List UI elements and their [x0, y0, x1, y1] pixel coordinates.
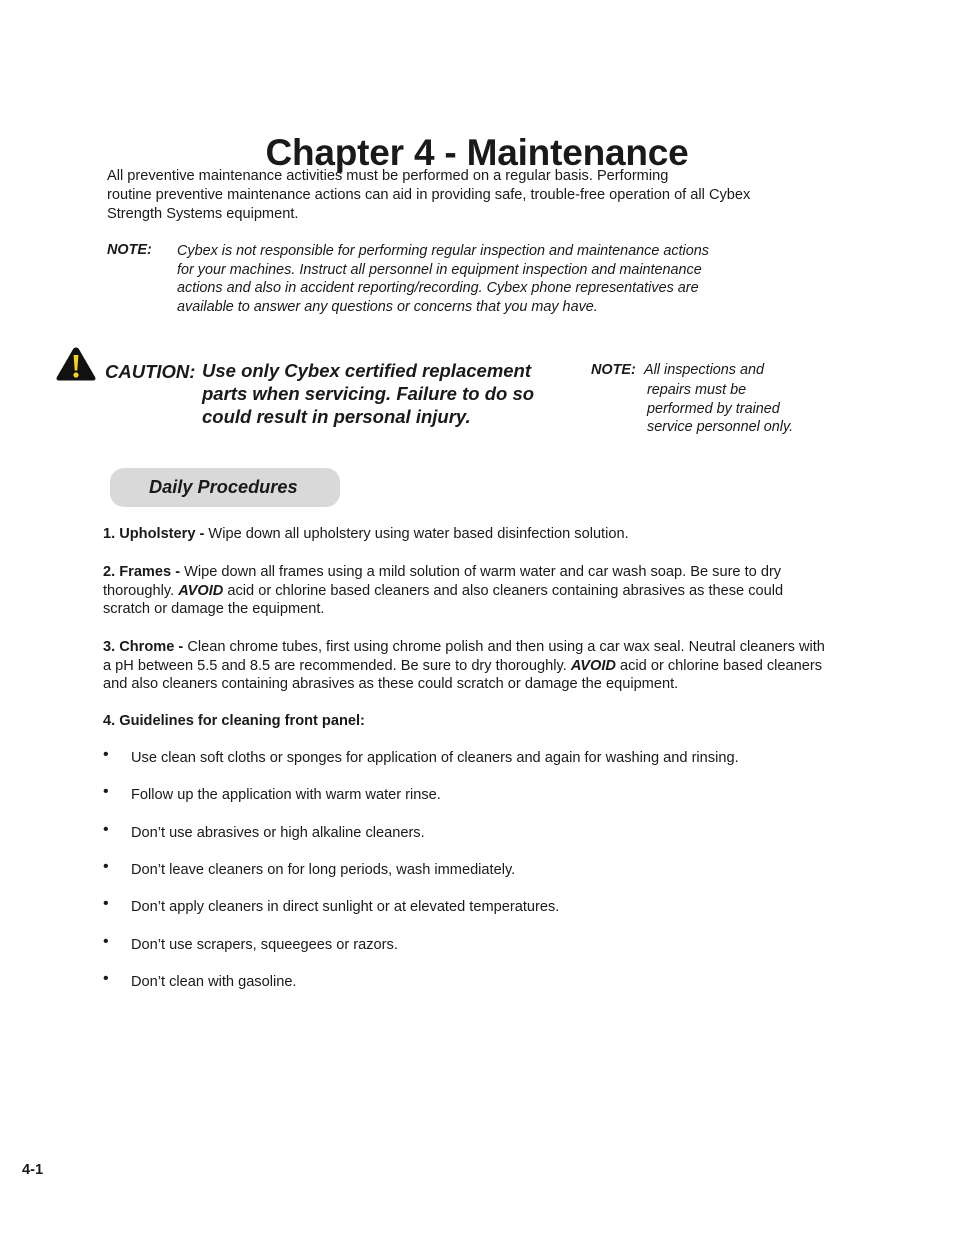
side-note-line: service personnel only.: [647, 419, 794, 436]
bullet-icon: •: [103, 783, 109, 800]
body-text: thoroughly.: [103, 582, 179, 599]
paragraph-line: [103, 582, 883, 601]
caution-label: CAUTION:: [105, 361, 196, 382]
item-label: 2. Frames -: [103, 564, 181, 580]
body-text: acid or chlorine based cleaners: [615, 657, 823, 674]
paragraph-line: [103, 525, 883, 544]
list-item-text: Don’t apply cleaners in direct sunlight or at elevated temperatures.: [131, 899, 560, 915]
item-label: 1. Upholstery -: [103, 526, 205, 542]
note-line: Cybex is not responsible for performing regular inspection and maintenance actions: [177, 243, 709, 259]
note-line: available to answer any questions or concerns that you may have.: [177, 299, 598, 316]
paragraph-line: [103, 657, 883, 676]
bullet-icon: •: [103, 895, 109, 912]
side-note-label: NOTE:: [591, 362, 636, 378]
list-item-text: Don’t use scrapers, squeegees or razors.: [131, 937, 398, 953]
front-panel-guidelines-heading: [103, 712, 883, 731]
intro-line: routine preventive maintenance actions can aid in providing safe, trouble-free operation of all Cybex: [107, 187, 751, 203]
side-note-line: repairs must be: [647, 382, 747, 398]
list-item-text: Use clean soft cloths or sponges for application of cleaners and again for washing and rinsing.: [131, 750, 739, 766]
intro-line: All preventive maintenance activities must be performed on a regular basis. Performing: [107, 168, 669, 184]
paragraph-line: [103, 600, 883, 619]
body-text: Wipe down all upholstery using water based disinfection solution.: [204, 526, 629, 542]
body-text: and also cleaners containing abrasives as these could scratch or damage the equipment.: [103, 676, 679, 693]
emphasis-text: AVOID: [570, 657, 616, 674]
item-label: 3. Chrome -: [103, 639, 184, 655]
body-text: scratch or damage the equipment.: [103, 601, 325, 618]
list-item-text: Don’t clean with gasoline.: [131, 974, 297, 990]
bullet-icon: •: [103, 933, 109, 950]
bullet-icon: •: [103, 821, 109, 838]
side-note-body: [647, 381, 793, 437]
body-text: Wipe down all frames using a mild solution of warm water and car wash soap. Be sure to dry: [180, 564, 782, 580]
paragraph-line: [103, 675, 883, 694]
caution-line: Use only Cybex certified replacement: [202, 360, 532, 381]
note-line: actions and also in accident reporting/recording. Cybex phone representatives are: [177, 280, 699, 297]
paragraph-line: [103, 638, 883, 657]
bullet-icon: •: [103, 746, 109, 763]
bullet-icon: •: [103, 970, 109, 987]
frames-item: [103, 563, 883, 619]
paragraph-line: [103, 563, 883, 582]
item-label: 4. Guidelines for cleaning front panel:: [103, 713, 365, 729]
warning-icon: [55, 346, 97, 382]
body-text: acid or chlorine based cleaners and also cleaners containing abrasives as these could: [223, 582, 784, 599]
body-text: Clean chrome tubes, first using chrome polish and then using a car wax seal. Neutral cleaners with: [183, 639, 825, 655]
note-body: [177, 242, 777, 317]
note-label: NOTE:: [107, 242, 152, 258]
caution-body: [202, 360, 562, 428]
paragraph-line: [103, 712, 883, 731]
intro-line: Strength Systems equipment.: [107, 206, 299, 222]
caution-line: could result in personal injury.: [202, 405, 471, 427]
chrome-item: [103, 638, 883, 694]
section-heading: Daily Procedures: [149, 477, 298, 497]
list-item-text: Follow up the application with warm water rinse.: [131, 787, 441, 803]
upholstery-item: [103, 525, 883, 544]
page-number: 4-1: [22, 1162, 44, 1178]
intro-paragraph: [107, 167, 827, 224]
emphasis-text: AVOID: [178, 582, 224, 599]
list-item-text: Don’t use abrasives or high alkaline cleaners.: [131, 825, 425, 841]
body-text: a pH between 5.5 and 8.5 are recommended. Be sure to dry thoroughly.: [103, 657, 571, 674]
page-title: Chapter 4 - Maintenance: [265, 131, 689, 173]
side-note-line: performed by trained: [647, 400, 780, 417]
caution-line: parts when servicing. Failure to do so: [202, 382, 535, 404]
bullet-icon: •: [103, 858, 109, 875]
side-note-first-line: All inspections and: [644, 362, 764, 378]
list-item-text: Don’t leave cleaners on for long periods, wash immediately.: [131, 862, 516, 878]
note-line: for your machines. Instruct all personnel in equipment inspection and maintenance: [177, 261, 702, 278]
